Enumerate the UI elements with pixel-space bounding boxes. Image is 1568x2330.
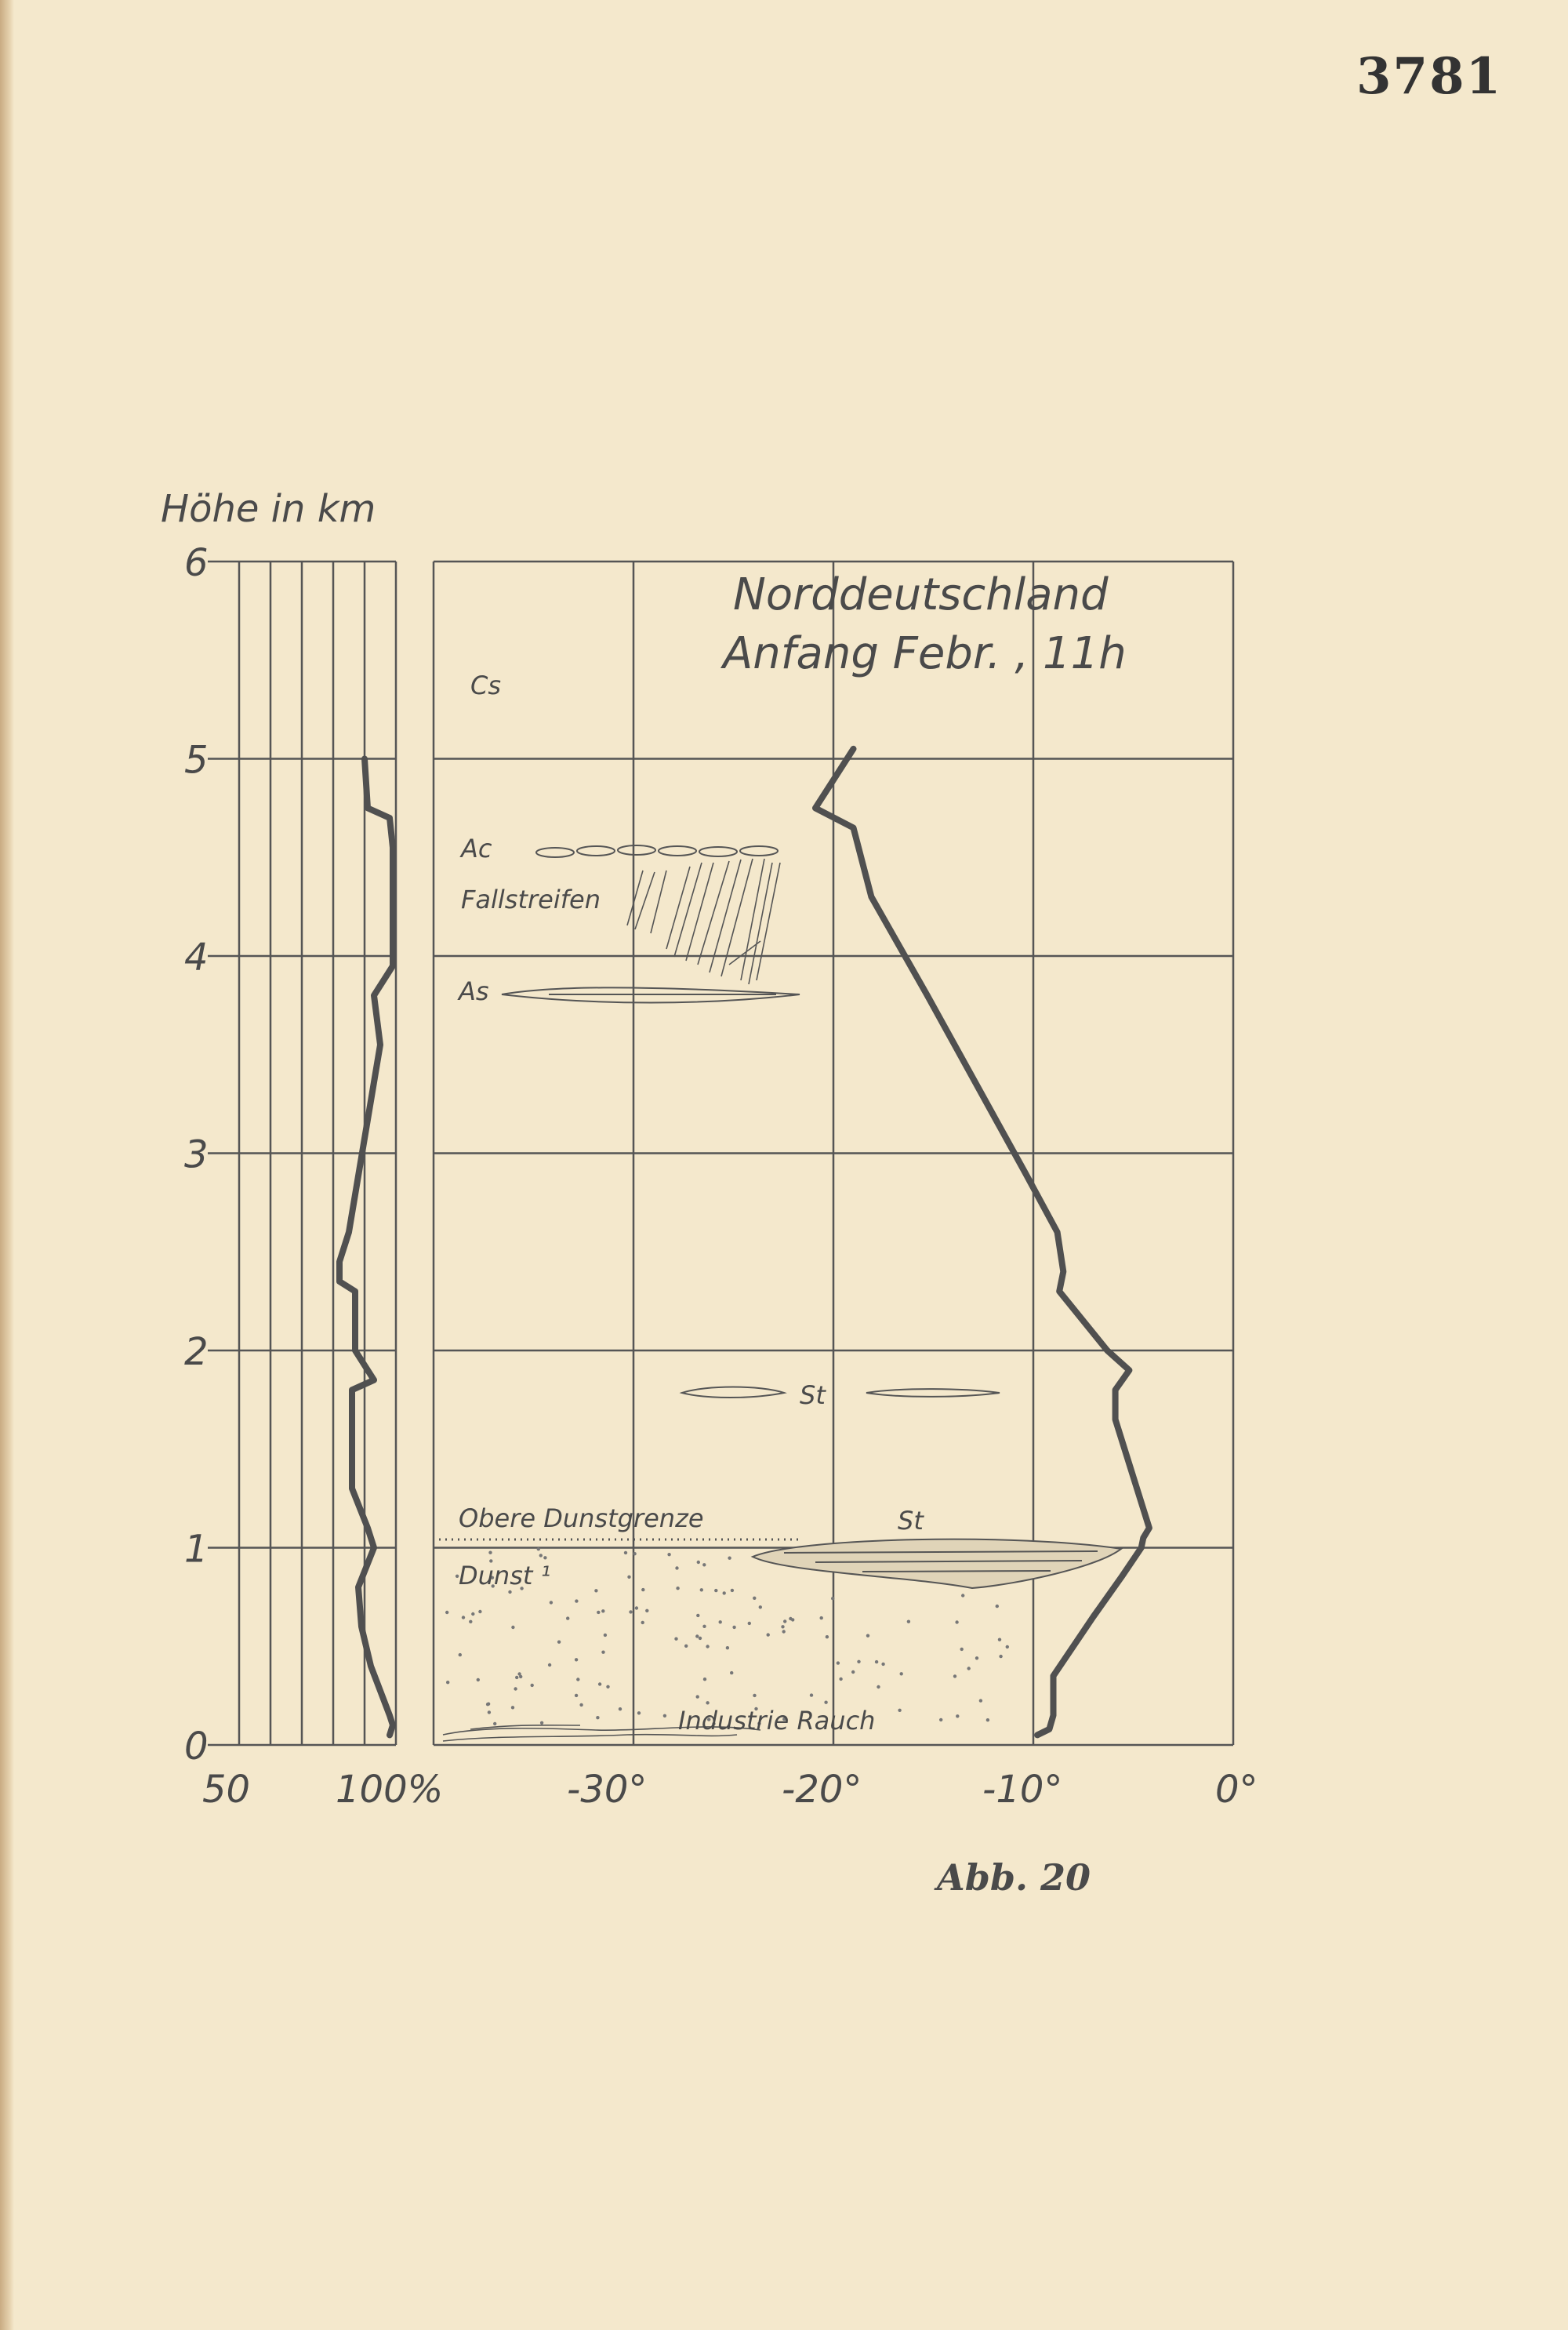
haze-dot <box>543 1556 546 1559</box>
haze-dot <box>667 1553 670 1556</box>
haze-dot <box>601 1651 604 1654</box>
haze-dot <box>604 1634 607 1637</box>
x-tick-minus10: -10° <box>982 1768 1063 1812</box>
haze-dot <box>900 1672 903 1675</box>
haze-dot <box>696 1695 699 1698</box>
haze-dot <box>898 1709 901 1712</box>
haze-dot <box>960 1648 964 1651</box>
y-tick-5: 5 <box>184 738 209 783</box>
haze-dot <box>601 1609 604 1612</box>
haze-dot <box>986 1718 989 1721</box>
haze-dot <box>979 1699 982 1702</box>
y-tick-2: 2 <box>184 1330 209 1374</box>
st-cloud-drawing-lower <box>753 1539 1121 1588</box>
haze-dot <box>732 1626 735 1629</box>
x-tick-50: 50 <box>202 1768 251 1812</box>
haze-dot <box>837 1661 840 1664</box>
haze-dot <box>641 1588 644 1591</box>
haze-dot <box>726 1646 729 1649</box>
haze-dot <box>881 1663 884 1666</box>
haze-dot <box>514 1687 517 1690</box>
chart-subtitle: Anfang Febr. , 11h <box>723 628 1127 679</box>
haze-dot <box>508 1590 511 1594</box>
haze-dot <box>839 1678 842 1681</box>
haze-dot <box>706 1701 709 1704</box>
haze-dot <box>540 1721 543 1725</box>
haze-dot <box>789 1617 792 1620</box>
haze-dot <box>706 1645 709 1648</box>
annotation-industrie-rauch: Industrie Rauch <box>678 1706 876 1736</box>
haze-dot <box>557 1641 561 1644</box>
annotation-as: As <box>459 976 489 1006</box>
haze-dot <box>759 1605 762 1608</box>
haze-dot <box>999 1655 1002 1658</box>
haze-dot <box>767 1633 770 1636</box>
haze-dot <box>699 1637 702 1640</box>
haze-dot <box>597 1611 600 1614</box>
haze-dot <box>511 1626 514 1629</box>
page-number: 3781 <box>1356 47 1503 106</box>
x-tick-100: 100% <box>336 1768 444 1812</box>
haze-dot <box>783 1619 786 1623</box>
y-tick-1: 1 <box>184 1527 209 1572</box>
haze-dot <box>675 1566 678 1569</box>
y-tick-0: 0 <box>184 1725 209 1768</box>
haze-dot <box>781 1625 784 1628</box>
haze-dot <box>488 1551 492 1554</box>
haze-dot <box>462 1616 465 1619</box>
haze-dot <box>550 1601 553 1604</box>
haze-dot <box>728 1557 731 1560</box>
haze-dot <box>953 1674 956 1678</box>
haze-dot <box>635 1606 638 1609</box>
annotation-cs: Cs <box>470 671 502 700</box>
haze-dot <box>548 1663 551 1667</box>
haze-dot <box>684 1645 688 1648</box>
haze-dot <box>445 1611 448 1614</box>
haze-dot <box>478 1610 481 1613</box>
haze-dot <box>866 1634 869 1638</box>
annotation-ac: Ac <box>461 834 492 863</box>
haze-dot <box>488 1710 491 1714</box>
annotation-dunst: Dunst ¹ <box>459 1561 551 1590</box>
haze-dot <box>575 1599 578 1602</box>
haze-dot <box>731 1589 734 1592</box>
haze-dot <box>824 1701 827 1704</box>
haze-dot <box>877 1685 880 1688</box>
haze-dot <box>575 1694 578 1697</box>
haze-dot <box>831 1597 834 1600</box>
annotation-st-lower: St <box>898 1506 924 1536</box>
haze-dot <box>961 1594 964 1597</box>
fallstreaks-drawing <box>627 859 780 984</box>
haze-dot <box>1006 1645 1009 1648</box>
haze-dot <box>619 1707 622 1710</box>
y-tick-labels <box>184 541 209 1768</box>
x-tick-0: 0° <box>1215 1768 1258 1812</box>
haze-dot <box>645 1609 648 1612</box>
haze-dot <box>515 1676 518 1679</box>
haze-dot <box>826 1635 829 1638</box>
humidity-chart <box>161 487 443 1812</box>
haze-dot <box>939 1718 942 1721</box>
haze-dot <box>723 1591 726 1594</box>
haze-dot <box>493 1722 496 1725</box>
haze-dot <box>753 1597 756 1600</box>
haze-dot <box>637 1711 641 1714</box>
haze-dot <box>975 1656 978 1659</box>
x-tick-minus20: -20° <box>782 1768 862 1812</box>
haze-dot <box>579 1703 583 1707</box>
haze-dot <box>629 1610 632 1613</box>
haze-dot <box>810 1693 813 1696</box>
haze-dot <box>663 1714 666 1718</box>
as-cloud-drawing <box>502 987 800 1002</box>
haze-dot <box>471 1612 474 1616</box>
haze-dot <box>517 1672 521 1675</box>
haze-dot <box>633 1552 636 1555</box>
haze-dot <box>700 1588 703 1591</box>
haze-dot <box>627 1576 630 1579</box>
haze-dot <box>714 1589 717 1592</box>
haze-dot <box>477 1678 480 1681</box>
haze-dot <box>531 1684 534 1687</box>
haze-dot <box>459 1653 462 1656</box>
annotation-fallstreifen: Fallstreifen <box>461 885 601 914</box>
haze-dot <box>674 1638 677 1641</box>
haze-dot <box>697 1561 700 1564</box>
haze-dot <box>719 1620 722 1623</box>
haze-dot <box>703 1678 706 1681</box>
chart-title: Norddeutschland <box>733 569 1109 620</box>
annotation-obere-dunstgrenze: Obere Dunstgrenze <box>459 1503 704 1533</box>
haze-dot <box>641 1621 644 1624</box>
haze-dot <box>695 1634 699 1638</box>
haze-dot <box>469 1620 472 1623</box>
haze-dot <box>753 1694 756 1697</box>
haze-dot <box>857 1660 860 1663</box>
haze-dot <box>696 1614 699 1617</box>
haze-dot <box>676 1587 679 1590</box>
haze-dot <box>907 1620 910 1623</box>
haze-dot <box>486 1703 489 1706</box>
haze-dot <box>446 1681 449 1684</box>
y-tick-3: 3 <box>184 1132 209 1177</box>
haze-dot <box>511 1706 514 1709</box>
haze-dot <box>851 1670 855 1674</box>
haze-dot <box>539 1554 543 1557</box>
haze-dot <box>594 1589 597 1592</box>
haze-dot <box>955 1620 958 1623</box>
haze-dot <box>998 1638 1001 1641</box>
haze-dot <box>782 1630 786 1633</box>
haze-dot <box>598 1682 601 1685</box>
haze-dot <box>575 1658 578 1661</box>
haze-dot <box>606 1685 609 1688</box>
haze-dot <box>576 1678 579 1681</box>
annotation-st-upper: St <box>800 1380 826 1410</box>
haze-dot <box>967 1667 971 1670</box>
haze-dot <box>956 1714 959 1718</box>
ac-cloud-drawing <box>536 845 778 857</box>
st-cloud-drawing-upper <box>682 1387 1000 1398</box>
cloud-drawings <box>439 845 1121 1741</box>
temperature-chart <box>434 562 1258 1812</box>
haze-dot <box>702 1625 706 1628</box>
haze-dot <box>875 1660 878 1663</box>
haze-dot <box>820 1616 823 1619</box>
haze-dot <box>596 1716 599 1719</box>
humidity-series-line <box>339 759 393 1736</box>
haze-dot <box>730 1671 733 1674</box>
y-tick-4: 4 <box>184 936 209 980</box>
y-axis-label: Höhe in km <box>161 487 376 531</box>
haze-dot <box>624 1551 627 1554</box>
figure-caption: Abb. 20 <box>937 1856 1091 1899</box>
haze-dot <box>566 1616 569 1619</box>
haze-dot <box>748 1622 751 1625</box>
y-tick-6: 6 <box>184 541 209 585</box>
x-tick-minus30: -30° <box>567 1768 648 1812</box>
haze-dot <box>996 1605 999 1608</box>
haze-dot <box>702 1563 706 1566</box>
haze-dot <box>537 1547 540 1550</box>
